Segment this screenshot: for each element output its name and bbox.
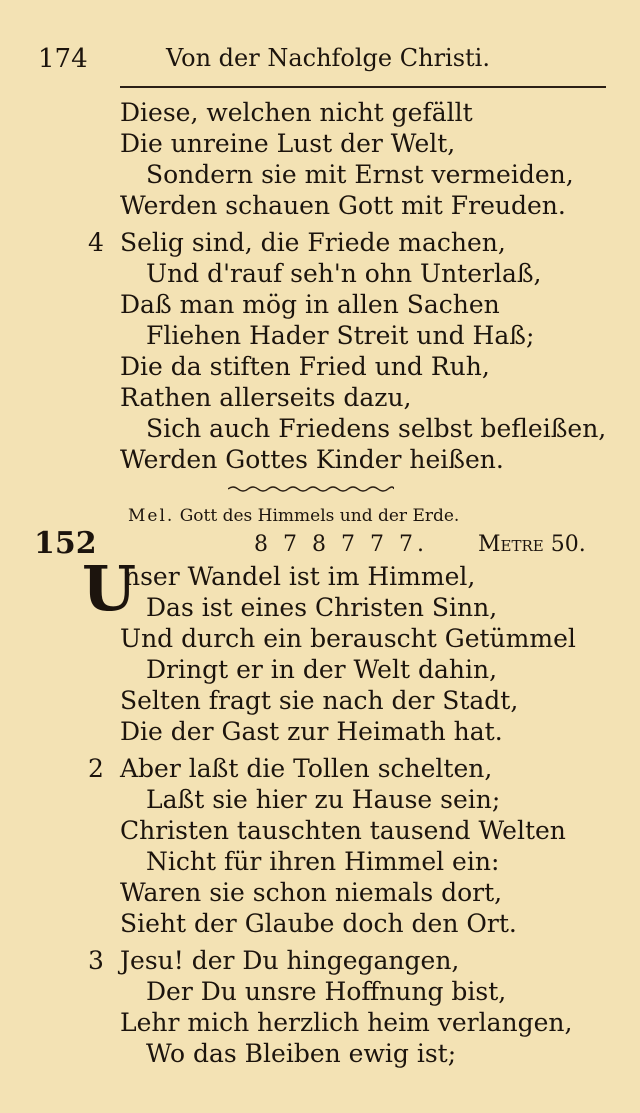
meter-pattern: 8 7 8 7 7 7.	[254, 532, 428, 557]
verse-line: Rathen allerseits dazu,	[120, 383, 412, 412]
verse-line: Die da stiften Fried und Ruh,	[120, 352, 490, 381]
verse-line: Selten fragt sie nach der Stadt,	[120, 686, 519, 715]
hymn-number: 152	[34, 526, 97, 561]
verse-line: Laßt sie hier zu Hause sein;	[146, 785, 501, 814]
verse-line: Fliehen Hader Streit und Haß;	[146, 321, 535, 350]
verse-line: Dringt er in der Welt dahin,	[146, 655, 498, 684]
header-rule	[120, 86, 606, 88]
verse-line: Diese, welchen nicht gefällt	[120, 98, 473, 127]
verse-line: Werden Gottes Kinder heißen.	[120, 445, 504, 474]
verse-line: Sich auch Friedens selbst befleißen,	[146, 414, 607, 443]
page-header	[38, 44, 608, 80]
verse-line: Und durch ein berauscht Getümmel	[120, 624, 576, 653]
page-number: 174	[38, 44, 88, 74]
verse-line: Waren sie schon niemals dort,	[120, 878, 503, 907]
verse-line: Aber laßt die Tollen schelten,	[120, 754, 493, 783]
drop-cap: U	[82, 552, 137, 625]
verse-line: Daß man mög in allen Sachen	[120, 290, 500, 319]
melody-label: Mel.	[128, 506, 175, 526]
verse-line: Wo das Bleiben ewig ist;	[146, 1039, 457, 1068]
verse-line: nser Wandel ist im Himmel,	[124, 562, 476, 591]
verse-line: Sondern sie mit Ernst vermeiden,	[146, 160, 574, 189]
verse-line: Nicht für ihren Himmel ein:	[146, 847, 500, 876]
verse-line: Lehr mich herzlich heim verlangen,	[120, 1008, 573, 1037]
verse-line: Jesu! der Du hingegangen,	[120, 946, 460, 975]
stanza-number: 2	[88, 754, 104, 783]
verse-line: Die der Gast zur Heimath hat.	[120, 717, 503, 746]
running-head: Von der Nachfolge Christi.	[166, 44, 490, 72]
verse-line: Werden schauen Gott mit Freuden.	[120, 191, 566, 220]
ornament-divider	[228, 485, 394, 493]
melody-reference	[128, 506, 459, 526]
verse-line: Der Du unsre Hoffnung bist,	[146, 977, 507, 1006]
stanza-number: 4	[88, 228, 104, 257]
melody-title: Gott des Himmels und der Erde.	[179, 506, 460, 526]
verse-line: Die unreine Lust der Welt,	[120, 129, 456, 158]
metre-label: Metre 50.	[478, 532, 586, 557]
verse-line: Und d'rauf seh'n ohn Unterlaß,	[146, 259, 542, 288]
verse-line: Selig sind, die Friede machen,	[120, 228, 506, 257]
verse-line: Das ist eines Christen Sinn,	[146, 593, 498, 622]
verse-line: Sieht der Glaube doch den Ort.	[120, 909, 517, 938]
stanza-number: 3	[88, 946, 104, 975]
verse-line: Christen tauschten tausend Welten	[120, 816, 566, 845]
